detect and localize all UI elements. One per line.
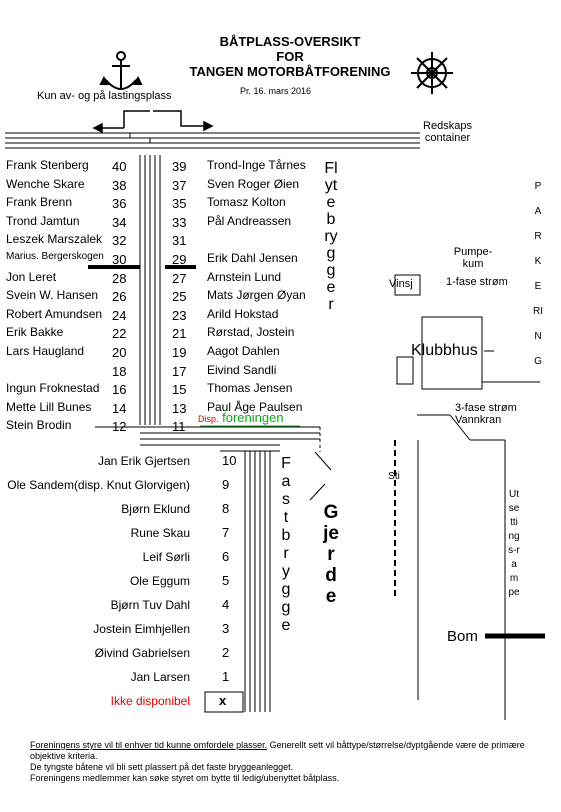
berth-owner-name: Trond-Inge Tårnes — [207, 158, 306, 172]
berth-number: 7 — [222, 525, 230, 540]
berth-owner-name: Ole Eggum — [129, 574, 190, 588]
launch-ramp-label: Utsettings-rampe — [508, 489, 520, 598]
berth-owner-name: Tomasz Kolton — [207, 195, 286, 210]
berth-number: 21 — [172, 326, 187, 342]
berth-owner-name: Jan Larsen — [130, 670, 190, 684]
berth-number: 10 — [222, 453, 237, 468]
footer-line-3: Foreningens medlemmer kan søke styret om bytte til ledig/ubenyttet båtplass. — [30, 773, 340, 783]
berth-number: 19 — [172, 345, 187, 360]
berth-owner-name: Ole Sandem(disp. Knut Glorvigen) — [7, 478, 190, 492]
berth-owner-name: Marius. Bergerskogen — [6, 251, 104, 262]
berth-owner-name: Bjørn Eklund — [121, 502, 190, 516]
date-label: Pr. 16. mars 2016 — [240, 86, 312, 96]
clubhouse-label: Klubbhus — [411, 342, 478, 359]
disp-foreningen-label: Disp. foreningen — [198, 410, 284, 425]
berth-owner-name: Leszek Marszalek — [6, 232, 103, 247]
fence-label: Gjerde — [323, 502, 339, 607]
berth-owner-name: Pål Andreassen — [207, 213, 292, 228]
berth-owner-name: Frank Brenn — [6, 195, 73, 210]
berth-owner-name: Jon Leret — [6, 269, 57, 284]
berth-owner-name: Øivind Gabrielsen — [94, 646, 190, 660]
berth-owner-name: Mats Jørgen Øyan — [207, 288, 306, 303]
title-line-3: TANGEN MOTORBÅTFORENING — [189, 64, 391, 79]
berth-number: 39 — [172, 159, 187, 174]
berth-number: 23 — [172, 307, 187, 323]
berth-owner-name: Eivind Sandli — [207, 362, 277, 377]
berth-owner-name: Erik Bakke — [6, 325, 64, 340]
barrier-label: Bom — [447, 628, 478, 645]
power-box — [397, 357, 413, 384]
berth-owner-name: Ingun Froknestad — [6, 381, 100, 396]
berth-number: 17 — [172, 363, 187, 379]
berth-number: 24 — [112, 307, 127, 323]
berth-number: 20 — [112, 345, 127, 360]
berth-number: 33 — [172, 214, 187, 230]
berth-number: 1 — [222, 669, 230, 684]
berth-owner-name: Mette Lill Bunes — [6, 399, 92, 414]
berth-owner-name: Jostein Eimhjellen — [93, 622, 190, 636]
berth-owner-name: Arild Hokstad — [207, 306, 279, 321]
anchor-icon — [101, 52, 141, 90]
berth-owner-name: Lars Haugland — [6, 344, 85, 358]
berth-owner-name: Robert Amundsen — [6, 306, 103, 321]
berth-number: 40 — [112, 159, 127, 174]
berth-owner-name: Svein W. Hansen — [6, 288, 99, 303]
winch-label: Vinsj — [389, 278, 413, 290]
berth-number: 35 — [172, 196, 187, 212]
berth-number: 14 — [112, 400, 127, 416]
berth-owner-name: Frank Stenberg — [6, 158, 89, 172]
berth-owner-name: Stein Brodin — [6, 418, 72, 433]
berth-owner-name: Wenche Skare — [6, 176, 85, 191]
berth-owner-name: Leif Sørli — [142, 550, 190, 564]
parking-label: PARKERING — [533, 181, 543, 367]
berth-number: 26 — [112, 289, 127, 305]
berth-number: 22 — [112, 326, 127, 342]
berth-owner-name: Arnstein Lund — [207, 269, 282, 284]
loading-zone-label: Kun av- og på lastingsplass — [37, 90, 172, 102]
page-title — [160, 34, 420, 79]
berth-number: 29 — [172, 252, 187, 267]
berth-number: 8 — [222, 501, 230, 516]
single-phase-power-label: 1-fase strøm — [446, 276, 508, 288]
berth-number: 18 — [112, 363, 127, 379]
berth-number: 6 — [222, 549, 230, 564]
berth-number: 25 — [172, 289, 187, 305]
berth-owner-name: Ikke disponibel — [110, 694, 190, 708]
berth-owner-name: Trond Jamtun — [6, 213, 80, 228]
tool-container-label: Redskaps container — [423, 120, 472, 144]
berth-owner-name: Bjørn Tuv Dahl — [110, 598, 190, 612]
berth-owner-name: Erik Dahl Jensen — [207, 251, 298, 265]
berth-number: 9 — [222, 477, 230, 492]
berth-number: 27 — [172, 270, 187, 286]
berth-number: 37 — [172, 177, 187, 193]
berth-owner-name: Aagot Dahlen — [207, 344, 280, 358]
three-phase-power-label: 3-fase strøm Vannkran — [455, 402, 517, 426]
berth-number: 38 — [112, 177, 127, 193]
berth-owner-name: Jan Erik Gjertsen — [97, 454, 190, 468]
footer-line-2: De tyngste båtene vil bli sett plassert på det faste bryggeanlegget. — [30, 762, 294, 772]
berth-number: 2 — [222, 645, 230, 660]
footer-line-1b: Generellt sett vil båttype/størrelse/dyptgående være de primære objektive kriteria. — [30, 740, 525, 761]
title-line-2: FOR — [276, 49, 304, 64]
berth-owner-name: Paul Åge Paulsen — [207, 399, 303, 414]
berth-owner-name: Thomas Jensen — [207, 381, 293, 396]
berth-number: 12 — [112, 419, 127, 435]
berth-number: 11 — [172, 419, 186, 435]
berth-number: 15 — [172, 382, 187, 398]
berth-number: 5 — [222, 573, 230, 588]
berth-number: 30 — [112, 252, 127, 267]
berth-number: 3 — [222, 621, 230, 636]
fixed-dock-label: Fast brygge — [281, 455, 291, 634]
berth-number: 13 — [172, 400, 187, 416]
berth-owner-name: Sven Roger Øien — [207, 176, 300, 191]
berth-number: 36 — [112, 196, 127, 212]
title-line-1: BÅTPLASS-OVERSIKT — [219, 34, 361, 49]
berth-number: 34 — [112, 214, 127, 230]
berth-number: 16 — [112, 382, 127, 398]
floating-dock-label: Flytebrygger — [324, 160, 338, 313]
berth-number: 28 — [112, 270, 127, 286]
berth-owner-name: Rørstad, Jostein — [207, 325, 295, 340]
berth-number: 32 — [112, 233, 127, 249]
berth-number: 4 — [222, 597, 230, 612]
pump-well-label: Pumpe- kum — [453, 246, 493, 270]
footer-line-1: Foreningens styre vil til enhver tid kunne omfordele plasser. — [30, 740, 268, 750]
path-label: Sti — [388, 471, 400, 482]
berth-number: 31 — [172, 233, 187, 249]
footer-notes — [30, 740, 550, 784]
berth-owner-name: Rune Skau — [130, 526, 190, 540]
berth-number: x — [219, 693, 227, 708]
